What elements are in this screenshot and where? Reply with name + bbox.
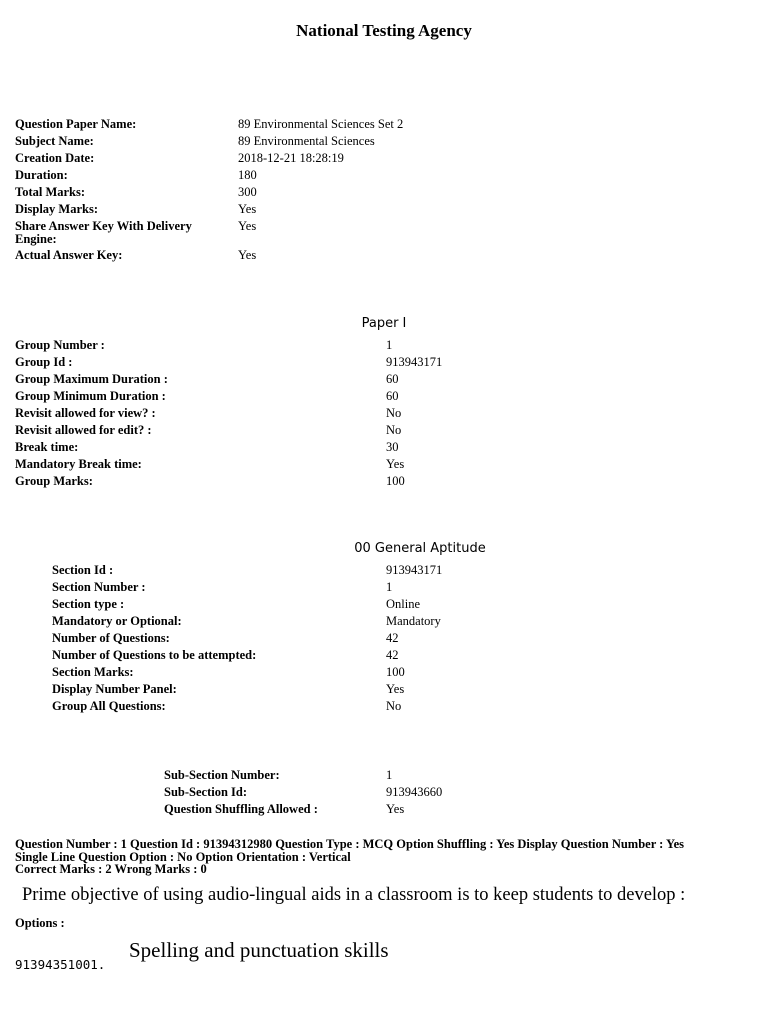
option-id: 91394351001. [15,957,106,972]
section-details [52,562,752,715]
meta-value: 180 [238,168,257,182]
meta-value: Yes [238,248,257,262]
section-row [52,647,752,664]
subsection-label: Question Shuffling Allowed : [164,802,318,816]
meta-label: Display Marks: [15,202,98,216]
section-row [52,681,752,698]
group-details [15,337,755,490]
section-label: Mandatory or Optional: [52,614,182,628]
section-value: Online [386,597,421,611]
meta-row [15,150,755,167]
group-row [15,473,755,490]
group-label: Group Marks: [15,474,93,488]
group-value: 60 [386,372,399,386]
section-heading: 00 General Aptitude [354,541,486,556]
question-text: Prime objective of using audio-lingual aids in a classroom is to keep students to develop : [22,885,686,905]
meta-label: Total Marks: [15,185,86,199]
meta-row [15,247,755,264]
section-row [52,562,752,579]
meta-label: Actual Answer Key: [15,248,123,262]
meta-row [15,133,755,150]
paper-heading: Paper I [361,316,407,331]
section-label: Number of Questions: [52,631,170,645]
group-value: 60 [386,389,399,403]
option-text: Spelling and punctuation skills [129,938,389,962]
meta-value: 2018-12-21 18:28:19 [238,151,344,165]
group-label: Mandatory Break time: [15,457,142,471]
section-row [52,664,752,681]
group-value: 1 [386,338,393,352]
section-label: Section type : [52,597,125,611]
question-info [15,838,755,876]
question-marks: Correct Marks : 2 Wrong Marks : 0 [15,862,207,876]
group-label: Group Id : [15,355,73,369]
meta-row [15,201,755,218]
group-row [15,422,755,439]
group-label: Group Minimum Duration : [15,389,166,403]
section-value: 42 [386,648,399,662]
meta-value: 300 [238,185,257,199]
group-row [15,405,755,422]
section-value: No [386,699,402,713]
section-value: 913943171 [386,563,443,577]
section-row [52,698,752,715]
meta-value: 89 Environmental Sciences [238,134,375,148]
meta-label: Question Paper Name: [15,117,137,131]
group-row [15,388,755,405]
subsection-value: 913943660 [386,785,443,799]
section-row [52,630,752,647]
question-info-line: Question Number : 1 Question Id : 91394312980 Question Type : MCQ Option Shuffling : Yes Display Question Number : Yes [15,837,685,851]
subsection-value: Yes [386,802,405,816]
meta-value: 89 Environmental Sciences Set 2 [238,117,404,131]
page-title: National Testing Agency [296,21,472,40]
section-label: Section Id : [52,563,114,577]
section-value: 42 [386,631,399,645]
group-row [15,354,755,371]
group-row [15,371,755,388]
meta-label: Duration: [15,168,68,182]
subsection-value: 1 [386,768,393,782]
meta-row [15,167,755,184]
group-value: 30 [386,440,399,454]
group-row [15,337,755,354]
subsection-label: Sub-Section Id: [164,785,248,799]
section-row [52,613,752,630]
section-row [52,596,752,613]
section-value: Mandatory [386,614,441,628]
group-value: No [386,423,402,437]
group-label: Break time: [15,440,79,454]
group-label: Group Number : [15,338,105,352]
subsection-row [164,784,724,801]
section-row [52,579,752,596]
section-label: Section Number : [52,580,146,594]
meta-row [15,116,755,133]
meta-row [15,184,755,201]
group-value: 100 [386,474,405,488]
section-label: Section Marks: [52,665,134,679]
meta-label: Creation Date: [15,151,95,165]
meta-value: Yes [238,202,257,216]
section-label: Display Number Panel: [52,682,177,696]
paper-metadata [15,116,755,264]
group-row [15,439,755,456]
group-label: Revisit allowed for edit? : [15,423,152,437]
subsection-label: Sub-Section Number: [164,768,280,782]
section-value: 100 [386,665,405,679]
group-value: No [386,406,402,420]
group-label: Revisit allowed for view? : [15,406,156,420]
section-label: Number of Questions to be attempted: [52,648,257,662]
meta-label: Share Answer Key With Delivery Engine: [15,219,192,246]
group-label: Group Maximum Duration : [15,372,168,386]
meta-label: Subject Name: [15,134,94,148]
section-value: 1 [386,580,393,594]
subsection-row [164,767,724,784]
section-value: Yes [386,682,405,696]
meta-value: Yes [238,219,257,233]
group-value: 913943171 [386,355,443,369]
section-label: Group All Questions: [52,699,166,713]
group-row [15,456,755,473]
group-value: Yes [386,457,405,471]
subsection-details [164,767,724,818]
meta-row [15,218,755,247]
options-label: Options : [15,916,65,930]
subsection-row [164,801,724,818]
question-info-line: Single Line Question Option : No Option Orientation : Vertical [15,849,351,864]
